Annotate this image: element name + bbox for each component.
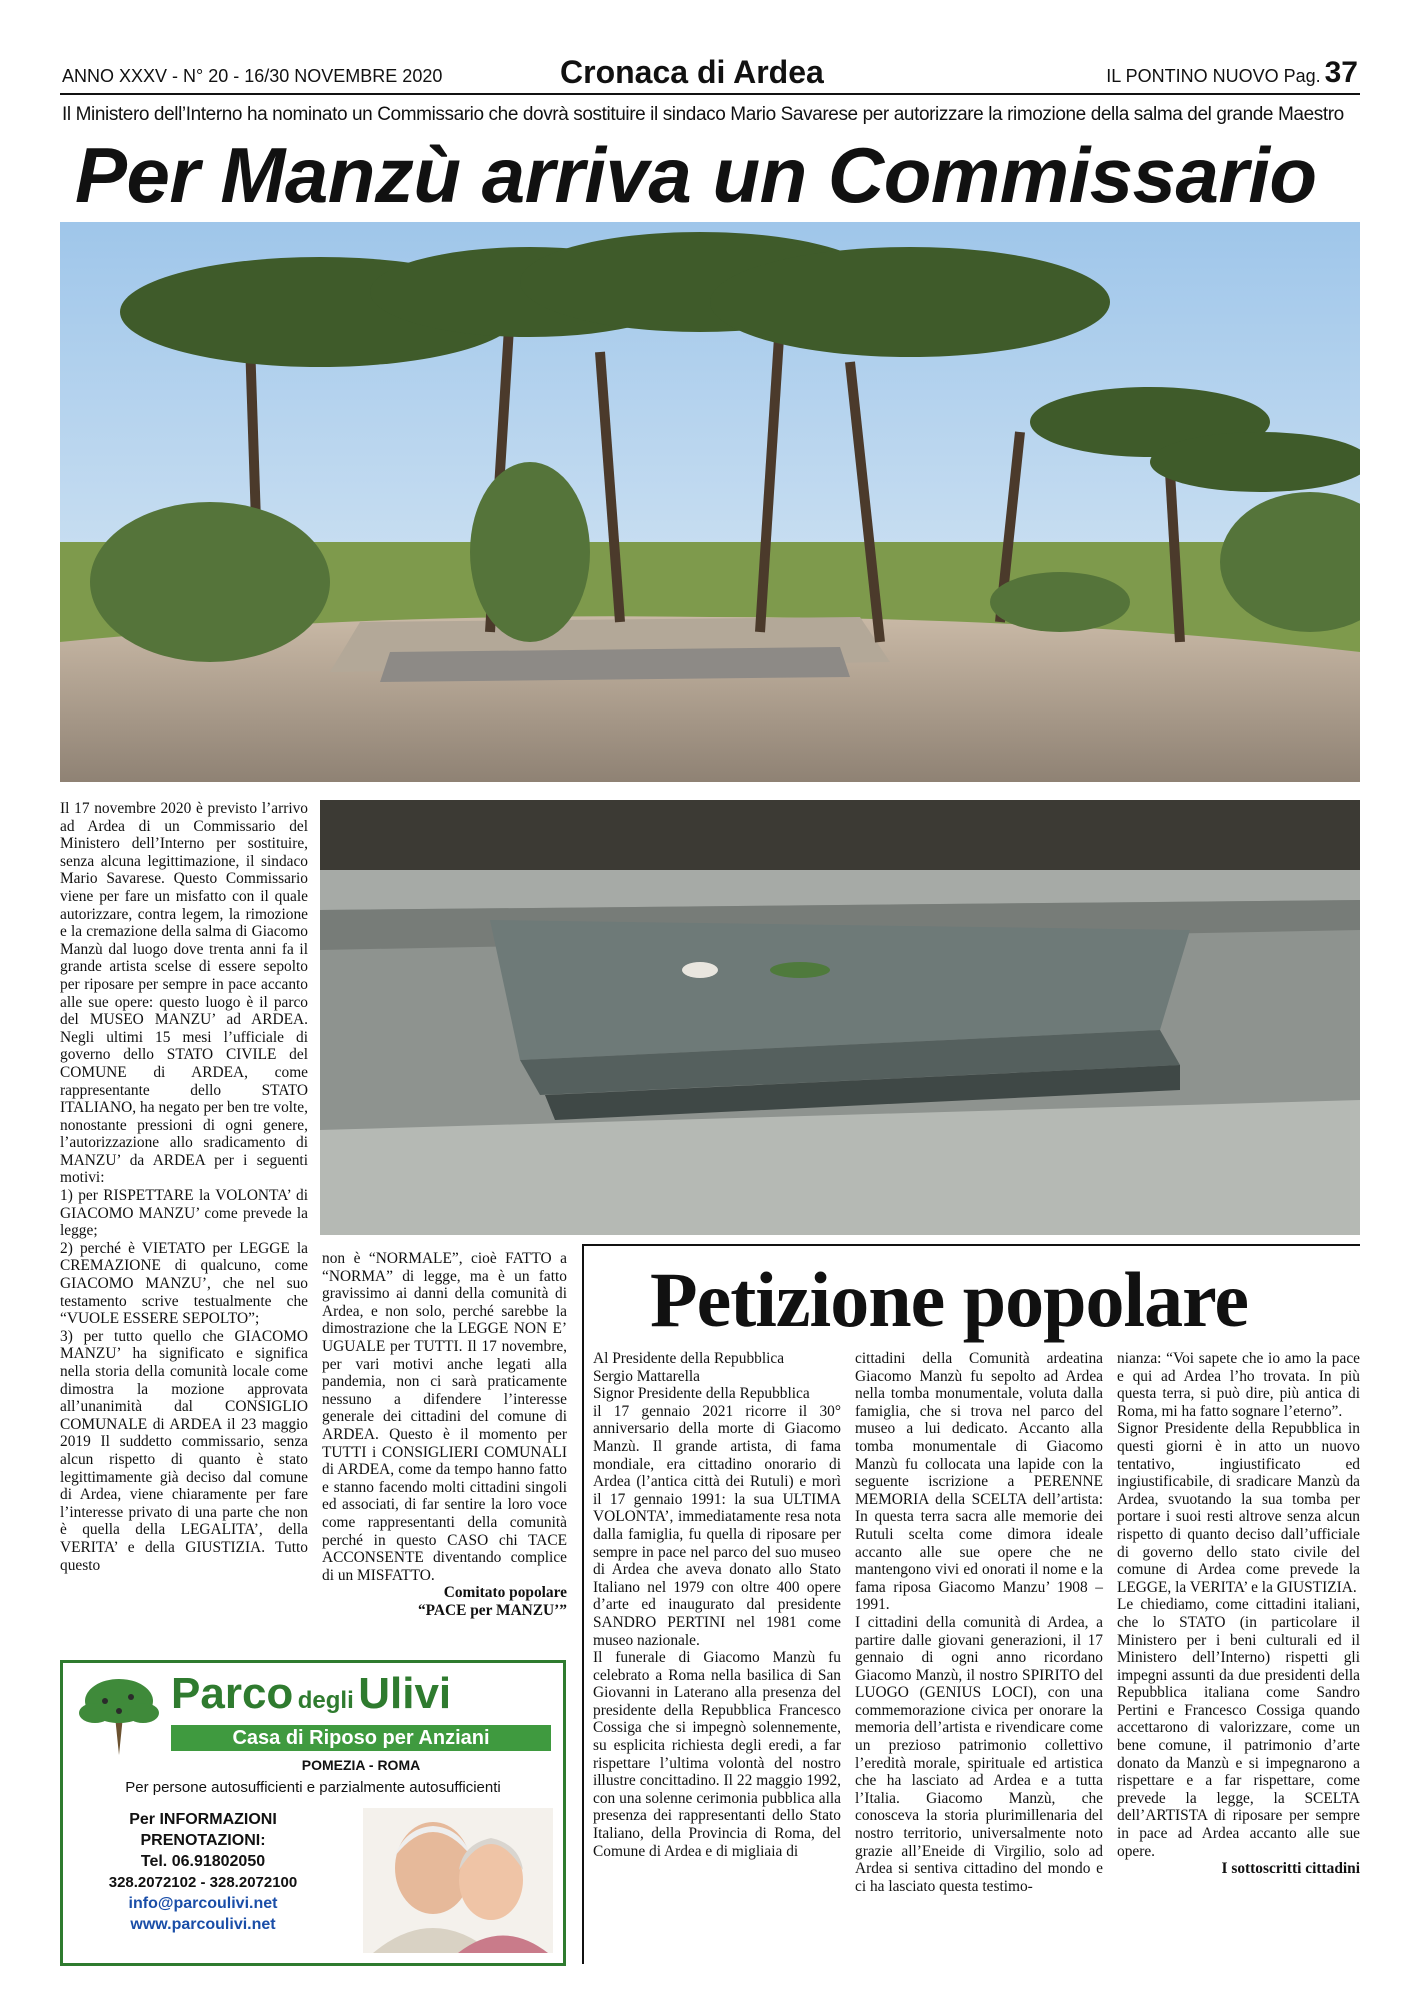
ad-brand-1: Parco xyxy=(171,1669,294,1718)
committee-name: “PACE per MANZU’” xyxy=(417,1601,567,1619)
page-number: 37 xyxy=(1324,56,1358,89)
article-column-2 xyxy=(322,1250,567,1619)
ad-brand-2: degli xyxy=(297,1687,354,1714)
section-title: Cronaca di Ardea xyxy=(560,54,824,90)
article-intro: Il 17 novembre 2020 è previsto l’arrivo ad Ardea di un Commissario del Ministero dell’Interno per sostituire, senza alcuna legittimazione, il sindaco Mario Savarese. Questo Commissario viene per fare un misfatto con il quale autorizzare, contra legem, la rimozione e la cremazione della salma di Giacomo Manzù dal luogo dove trenta anni fa il grande artista scelse di essere sepolto per riposare per sempre in pace accanto alle sue opere: questo luogo è il parco del MUSEO MANZU’ ad ARDEA. Negli ultimi 15 mesi l’ufficiale di governo dello STATO CIVILE del COMUNE di ARDEA, come rappresentante dello STATO ITALIANO, ha negato per ben tre volte, nonostante pressioni di ogni genere, l’autorizzazione allo sradicamento di MANZU’ da ARDEA per i seguenti motivi: xyxy=(60,800,308,1187)
petition-top-rule xyxy=(582,1244,1360,1246)
petition-title: Petizione popolare xyxy=(650,1256,1248,1343)
ad-brand xyxy=(171,1669,451,1719)
petition-column-1 xyxy=(593,1350,841,1860)
ad-info-line-2: PRENOTAZIONI: xyxy=(140,1832,266,1849)
article-column-1 xyxy=(60,800,308,1574)
publication-name: IL PONTINO NUOVO Pag. xyxy=(1106,66,1321,86)
petition-column-3 xyxy=(1117,1350,1360,1878)
ad-email[interactable]: info@parcoulivi.net xyxy=(128,1895,278,1912)
article-reason-1: 1) per RISPETTARE la VOLONTA’ di GIACOMO MANZU’ come prevede la legge; xyxy=(60,1187,308,1240)
page-label xyxy=(1106,56,1358,90)
elderly-couple-photo xyxy=(363,1808,553,1953)
headline: Per Manzù arriva un Commissario xyxy=(75,131,1317,219)
header-rule xyxy=(60,93,1360,95)
petition-text-7: Le chiediamo, come cittadini italiani, che lo STATO (in particolare il Ministero per i beni culturali ed il Ministero dell’Interno) rispetti gli impegni assunti da due presidenti della Repubblica italiana come Sandro Pertini e Francesco Cossiga quando accettarono di valorizzare, come un bene comune, il patrimonio d’arte donato da Manzù e si impegnarono a rispettare e a far rispettare, come prevede la legge, la SCELTA dell’ARTISTA di riposare per sempre in pace ad Ardea accanto alle sue opere. xyxy=(1117,1596,1360,1860)
ad-phone[interactable]: Tel. 06.91802050 xyxy=(140,1853,266,1870)
ad-tagline: Casa di Riposo per Anziani xyxy=(171,1725,551,1751)
ad-contacts xyxy=(103,1809,303,1935)
petition-border xyxy=(582,1244,584,1964)
tomb-photo xyxy=(320,800,1360,1235)
ad-website[interactable]: www.parcoulivi.net xyxy=(130,1916,276,1933)
petition-column-2 xyxy=(855,1350,1103,1895)
advertisement[interactable] xyxy=(60,1660,566,1966)
petition-address: Al Presidente della Repubblica Sergio Mattarella Signor Presidente della Repubblica xyxy=(593,1350,810,1403)
article-reason-2: 2) perché è VIETATO per LEGGE la CREMAZIONE di qualcuno, come GIACOMO MANZU’, che nel suo testamento scrive testualmente che “VUOLE ESSERE SEPOLTO”; xyxy=(60,1239,308,1328)
olive-tree-icon xyxy=(75,1671,163,1757)
ad-info-line-1: Per INFORMAZIONI xyxy=(129,1811,277,1828)
petition-text-2: Il funerale di Giacomo Manzù fu celebrato a Roma nella basilica di San Giovanni in Laterano alla presenza del presidente della Repubblica Francesco Cossiga che si impegnò solennemente, su esplicita richiesta degli eredi, a far rispettare l’ultima volontà del nostro illustre concittadino. Il 22 maggio 1992, con una solenne cerimonia pubblica alla presenza dei rappresentanti dello Stato Italiano, della Provincia di Roma, del Comune di Ardea e di migliaia di xyxy=(593,1649,841,1860)
petition-text-5: nianza: “Voi sapete che io amo la pace e qui ad Ardea l’ho trovata. In più questa terra, si può dire, più antica di Roma, mi ha fatto sognare l’eterno”. xyxy=(1117,1350,1360,1420)
petition-text-4: I cittadini della comunità di Ardea, a partire dalle giovani generazioni, il 17 gennaio di ogni anno ricordano Giacomo Manzù, il nostro SPIRITO del LUOGO (GENIUS LOCI), con una commemorazione civica per onorare la memoria dell’artista e rivendicare come un prezioso patrimonio collettivo l’eredità morale, spirituale ed artistica che ha lasciato ad Ardea e a tutta l’Italia. Giacomo Manzù, che conosceva la storia plurimillenaria del nostro territorio, universalmente noto grazie all’Eneide di Virgilio, solo ad Ardea si sentiva cittadino del mondo e ci ha lasciato questa testimo- xyxy=(855,1613,1103,1895)
petition-text-6: Signor Presidente della Repubblica in questi giorni è in atto un nuovo tentativo, ingiustificato ed ingiustificabile, di sradicare Manzù da Ardea, svuotando la sua tomba per portare i suoi resti altrove senza alcun rispetto di quanto deciso dall’ufficiale di governo dello stato civile del comune di Ardea come prevede la LEGGE, la VERITA’ e la GIUSTIZIA. xyxy=(1117,1420,1360,1596)
ad-location: POMEZIA - ROMA xyxy=(301,1757,421,1773)
park-photo xyxy=(60,222,1360,782)
ad-subtitle: Per persone autosufficienti e parzialmente autosufficienti xyxy=(125,1779,501,1796)
petition-signature: I sottoscritti cittadini xyxy=(1221,1860,1360,1878)
issue-info: ANNO XXXV - N° 20 - 16/30 NOVEMBRE 2020 xyxy=(62,66,443,86)
article-reason-3: 3) per tutto quello che GIACOMO MANZU’ ha significato e significa nella storia della comunità locale come dimostra la mozione approvata all’unanimità dal CONSIGLIO COMUNALE di ARDEA il 23 maggio 2019 Il suddetto commissario, senza alcun rispetto di quanto è stato legittimamente già deciso dal comune di Ardea, viene chiaramente per fare l’interesse privato di una parte che non è quella della LEGALITA’, della VERITA’ e della GIUSTIZIA. Tutto questo xyxy=(60,1327,308,1574)
ad-mobile[interactable]: 328.2072102 - 328.2072100 xyxy=(108,1874,298,1891)
petition-text-1: il 17 gennaio 2021 ricorre il 30° anniversario della morte di Giacomo Manzù. Il grande artista, di fama mondiale, era cittadino onorario di Ardea (l’antica città dei Rutuli) e morì il 17 gennaio 1991: la sua ULTIMA VOLONTA’, immediatamente resa nota dalla famiglia, fu quella di riposare per sempre in pace nel parco del suo museo di Ardea che aveva donato allo Stato Italiano nel 1979 con oltre 400 opere d’arte ed inaugurato dal presidente SANDRO PERTINI nel 1981 come museo nazionale. xyxy=(593,1402,841,1649)
petition-text-3: cittadini della Comunità ardeatina Giacomo Manzù fu sepolto ad Ardea nella tomba monumentale, voluta dalla famiglia, che si trova nel parco del museo a lui dedicato. Accanto alla tomba monumentale di Giacomo Manzù fu collocata una lapide con la seguente iscrizione a PERENNE MEMORIA della SCELTA dell’artista: In questa terra sacra alle memorie dei Rutuli scelta come dimora ideale accanto alle sue opere che ne mantengono vivi ed onorati il nome e la fama riposa Giacomo Manzu’ 1908 – 1991. xyxy=(855,1350,1103,1614)
kicker: Il Ministero dell’Interno ha nominato un Commissario che dovrà sostituire il sindaco Mario Savarese per autorizzare la rimozione della salma del grande Maestro xyxy=(62,104,1344,125)
ad-brand-3: Ulivi xyxy=(358,1669,452,1718)
committee-signature: Comitato popolare xyxy=(443,1584,567,1602)
article-continuation: non è “NORMALE”, cioè FATTO a “NORMA” di legge, ma è un fatto gravissimo ai danni della comunità di Ardea, e non solo, perché sarebbe la dimostrazione che la LEGGE NON E’ UGUALE per TUTTI. Il 17 novembre, per vari motivi anche legati alla pandemia, non ci sarà praticamente nessuno a difendere l’interesse generale dei cittadini del comune di ARDEA. Questo è il momento per TUTTI i CONSIGLIERI COMUNALI di ARDEA, come da tempo hanno fatto e stanno facendo molti cittadini singoli ed associati, di far sentire la loro voce come rappresentanti della comunità perché in questo CASO chi TACE ACCONSENTE diventando complice di un MISFATTO. xyxy=(322,1250,567,1584)
